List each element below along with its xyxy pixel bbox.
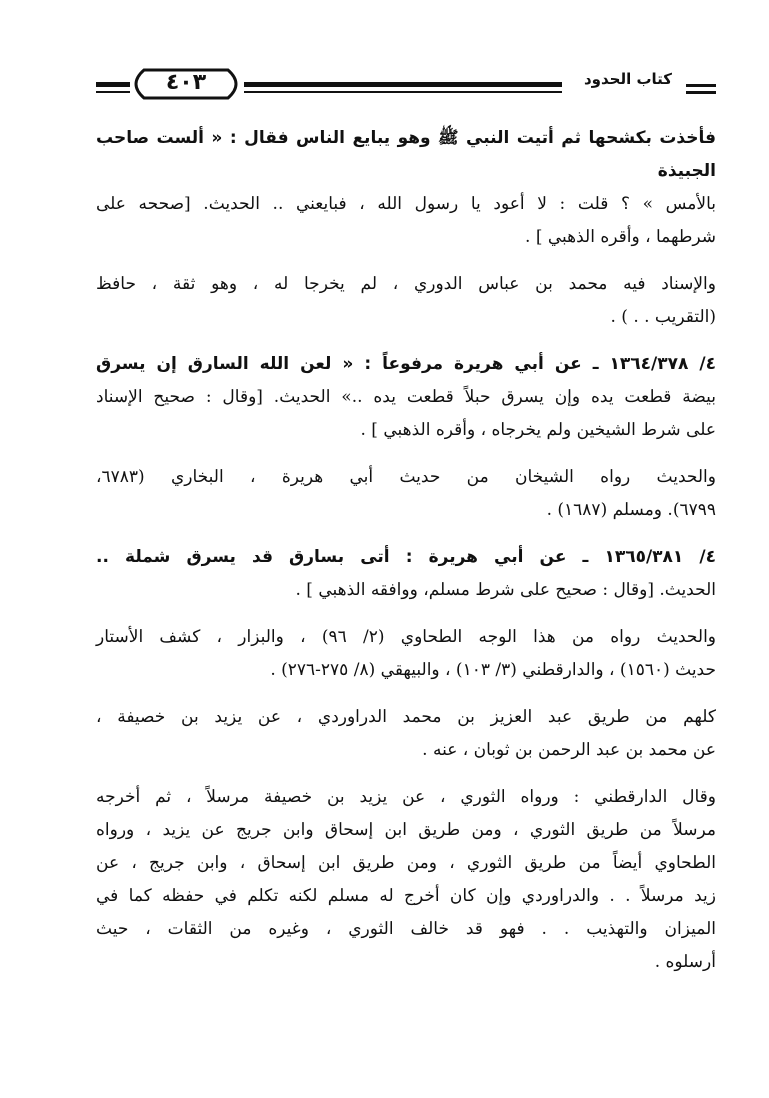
- text-line: عن محمد بن عبد الرحمن بن ثوبان ، عنه .: [422, 740, 716, 760]
- main-text: [96, 122, 716, 993]
- text-line: والحديث رواه من هذا الوجه الطحاوي (٢/ ٩٦) ، والبزار ، كشف الأستار: [96, 627, 716, 647]
- header-bullet: [686, 84, 716, 98]
- text-line: الطحاوي أيضاً من طريق الثوري ، ومن طريق ابن إسحاق ، وابن جريج ، عن: [96, 853, 716, 873]
- paragraph: [96, 781, 716, 979]
- paragraph: [96, 122, 716, 254]
- text-line: وقال الدارقطني : ورواه الثوري ، عن يزيد بن خصيفة مرسلاً ، ثم أخرجه: [96, 787, 716, 807]
- page-number: ٤٠٣: [165, 70, 207, 95]
- hadith-heading-line: ٤/ ١٣٦٤/٣٧٨ ـ عن أبي هريرة مرفوعاً : « لعن الله السارق إن يسرق: [96, 354, 716, 374]
- paragraph: [96, 268, 716, 334]
- text-line: مرسلاً من طريق الثوري ، ومن طريق ابن إسحاق وابن جريج عن يزيد ، ورواه: [96, 820, 716, 840]
- text-line: فأخذت بكشحها ثم أتيت النبي ﷺ وهو يبايع الناس فقال : « ألست صاحب الجبيذة: [96, 128, 716, 181]
- text-line: كلهم من طريق عبد العزيز بن محمد الدراوردي ، عن يزيد بن خصيفة ،: [96, 707, 716, 727]
- header-rule-middle: [244, 82, 562, 87]
- text-line: أرسلوه .: [654, 952, 716, 972]
- header-rule-left-thin: [96, 91, 130, 93]
- hadith-heading-line: ٤/ ١٣٦٥/٣٨١ ـ عن أبي هريرة : أتى بسارق قد يسرق شملة ..: [96, 547, 716, 567]
- page-header: [96, 62, 716, 114]
- paragraph: [96, 701, 716, 767]
- paragraph: [96, 348, 716, 447]
- text-line: والإسناد فيه محمد بن عباس الدوري ، لم يخرجا له ، وهو ثقة ، حافظ: [96, 274, 716, 294]
- text-line: شرطهما ، وأقره الذهبي ] .: [525, 227, 716, 247]
- text-line: والحديث رواه الشيخان من حديث أبي هريرة ، البخاري (٦٧٨٣،: [96, 467, 716, 487]
- text-line: (التقريب . . ) .: [610, 307, 716, 327]
- page-number-frame: [126, 66, 246, 102]
- text-line: الحديث. [وقال : صحيح على شرط مسلم، ووافقه الذهبي ] .: [295, 580, 716, 600]
- book-title: كتاب الحدود: [583, 70, 672, 88]
- text-line: على شرط الشيخين ولم يخرجاه ، وأقره الذهبي ] .: [360, 420, 716, 440]
- header-rule-middle-thin: [244, 91, 562, 93]
- paragraph: [96, 621, 716, 687]
- text-line: زيد مرسلاً . . والدراوردي وإن كان أخرج له مسلم لكنه تكلم في حفظه كما في: [96, 886, 716, 906]
- text-line: بالأمس » ؟ قلت : لا أعود يا رسول الله ، فبايعني .. الحديث. [صححه على: [96, 194, 716, 214]
- text-line: الميزان والتهذيب . . فهو قد خالف الثوري ، وغيره من الثقات ، حيث: [96, 919, 716, 939]
- paragraph: [96, 541, 716, 607]
- text-line: ٦٧٩٩). ومسلم (١٦٨٧) .: [546, 500, 716, 520]
- paragraph: [96, 461, 716, 527]
- text-line: بيضة قطعت يده وإن يسرق حبلاً قطعت يده ..» الحديث. [وقال : صحيح الإسناد: [96, 387, 716, 407]
- text-line: حديث (١٥٦٠) ، والدارقطني (٣/ ١٠٣) ، والبيهقي (٨/ ٢٧٥-٢٧٦) .: [270, 660, 716, 680]
- header-rule-left: [96, 82, 130, 87]
